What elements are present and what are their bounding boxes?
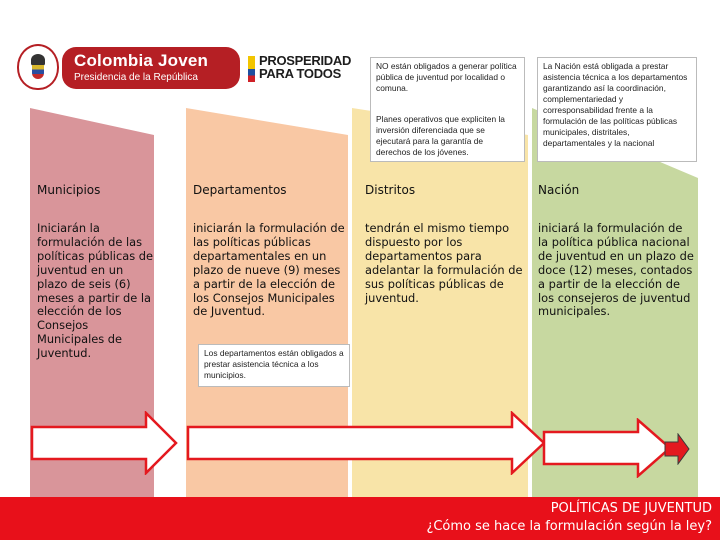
column-header-nacion: Nación: [538, 183, 580, 197]
logo-title: Colombia Joven: [74, 51, 209, 70]
footer-banner: [0, 497, 720, 540]
column-body-departamentos: iniciarán la formulación de las políticas públicas departamentales en un plazo de nueve (9) meses a partir de la elección de los Consejos Municipales de Juventud.: [193, 221, 345, 319]
nacion-note: La Nación está obligada a prestar asistencia técnica a los departamentos garantizando así la coordinación, complementariedad y corresponsabilidad frente a la formulación de las políticas públicas municipales, distritales, departamentales y la nacional: [543, 61, 688, 148]
right-arrow-icon: [542, 418, 672, 478]
prosperidad-line2: PARA TODOS: [259, 66, 341, 81]
column-body-distritos: tendrán el mismo tiempo dispuesto por los departamentos para adelantar la formulación de sus políticas públicas de juventud.: [365, 221, 523, 305]
right-arrow-icon: [186, 411, 546, 475]
column-header-municipios: Municipios: [37, 183, 101, 197]
footer-subtitle: ¿Cómo se hace la formulación según la ley?: [426, 519, 712, 534]
departamentos-note: Los departamentos están obligados a prestar asistencia técnica a los municipios.: [204, 348, 344, 380]
colombia-joven-logo: [62, 47, 240, 89]
prosperidad-flag-icon: [248, 56, 255, 82]
seal-shield: [32, 65, 44, 79]
nacion-note-box: [537, 57, 697, 162]
prosperidad-logo: [259, 54, 351, 80]
column-body-municipios: Iniciarán la formulación de las políticas públicas de juventud en un plazo de seis (6) meses a partir de la elección de los Consejos Municipales de Juventud.: [37, 221, 154, 361]
distritos-note-box: [370, 57, 525, 162]
column-header-departamentos: Departamentos: [193, 183, 287, 197]
prosperidad-line1: PROSPERIDAD: [259, 53, 352, 68]
departamentos-note-box: [198, 344, 350, 387]
right-arrow-icon: [664, 433, 690, 465]
footer-title: POLÍTICAS DE JUVENTUD: [550, 501, 712, 516]
colombia-seal-icon: [17, 44, 59, 90]
column-body-nacion: iniciará la formulación de la política pública nacional de juventud en un plazo de doce (12) meses, contados a partir de la elección de los consejeros de juventud municipales.: [538, 221, 694, 319]
distritos-note-1: NO están obligados a generar política pública de juventud por localidad o comuna.: [376, 61, 517, 93]
logo-subtitle: Presidencia de la República: [74, 72, 198, 83]
column-header-distritos: Distritos: [365, 183, 416, 197]
right-arrow-icon: [30, 411, 178, 475]
distritos-note-2: Planes operativos que expliciten la inversión diferenciada que se ejecutará para la garantía de derechos de los jóvenes.: [376, 114, 505, 157]
